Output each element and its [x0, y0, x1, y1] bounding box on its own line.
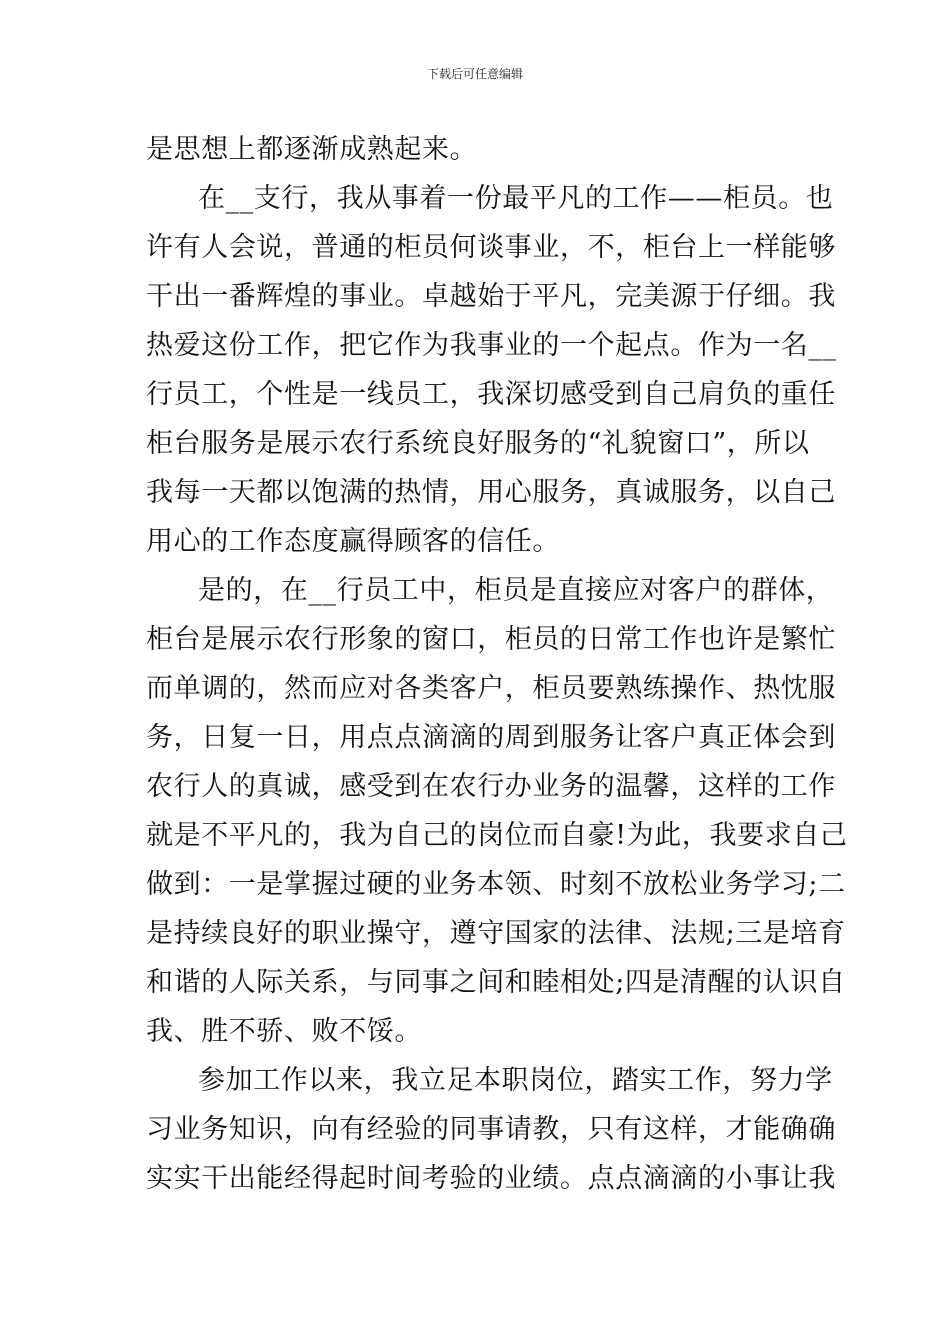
paragraph-line: 是持续良好的职业操守，遵守国家的法律、法规;三是培育: [146, 918, 846, 949]
page-header: 下载后可任意编辑: [426, 67, 523, 81]
paragraph-line: 和谐的人际关系，与同事之间和睦相处;四是清醒的认识自: [146, 967, 846, 998]
paragraph-line: 在__支行，我从事着一份最平凡的工作——柜员。也: [198, 183, 834, 214]
paragraph-line: 参加工作以来，我立足本职岗位，踏实工作，努力学: [198, 1065, 833, 1096]
paragraph-line: 而单调的，然而应对各类客户，柜员要熟练操作、热忱服: [146, 673, 836, 704]
paragraph-line: 是思想上都逐渐成熟起来。: [146, 134, 478, 165]
paragraph-line: 我、胜不骄、败不馁。: [146, 1016, 422, 1047]
paragraph-line: 农行人的真诚，感受到在农行办业务的温馨，这样的工作: [146, 771, 836, 802]
paragraph-line: 就是不平凡的，我为自己的岗位而自豪!为此，我要求自己: [146, 820, 848, 851]
paragraph-line: 务，日复一日，用点点滴滴的周到服务让客户真正体会到: [146, 722, 836, 753]
paragraph-line: 我每一天都以饱满的热情，用心服务，真诚服务，以自己: [146, 477, 836, 508]
paragraph-line: 用心的工作态度赢得顾客的信任。: [146, 526, 560, 557]
paragraph-line: 干出一番辉煌的事业。卓越始于平凡，完美源于仔细。我: [146, 281, 836, 312]
paragraph-line: 柜台服务是展示农行系统良好服务的“礼貌窗口”，所以: [146, 428, 810, 459]
paragraph-line: 是的，在__行员工中，柜员是直接应对客户的群体，: [198, 575, 834, 606]
document-body: [146, 125, 848, 1203]
paragraph-line: 实实干出能经得起时间考验的业绩。点点滴滴的小事让我: [146, 1163, 836, 1194]
paragraph-line: 习业务知识，向有经验的同事请教，只有这样，才能确确: [146, 1114, 836, 1145]
paragraph-line: 做到：一是掌握过硬的业务本领、时刻不放松业务学习;二: [146, 869, 846, 900]
paragraph-line: 热爱这份工作，把它作为我事业的一个起点。作为一名__: [146, 330, 837, 361]
paragraph-line: 柜台是展示农行形象的窗口，柜员的日常工作也许是繁忙: [146, 624, 836, 655]
paragraph-line: 许有人会说，普通的柜员何谈事业，不，柜台上一样能够: [146, 232, 836, 263]
paragraph-line: 行员工，个性是一线员工，我深切感受到自己肩负的重任: [146, 379, 836, 410]
